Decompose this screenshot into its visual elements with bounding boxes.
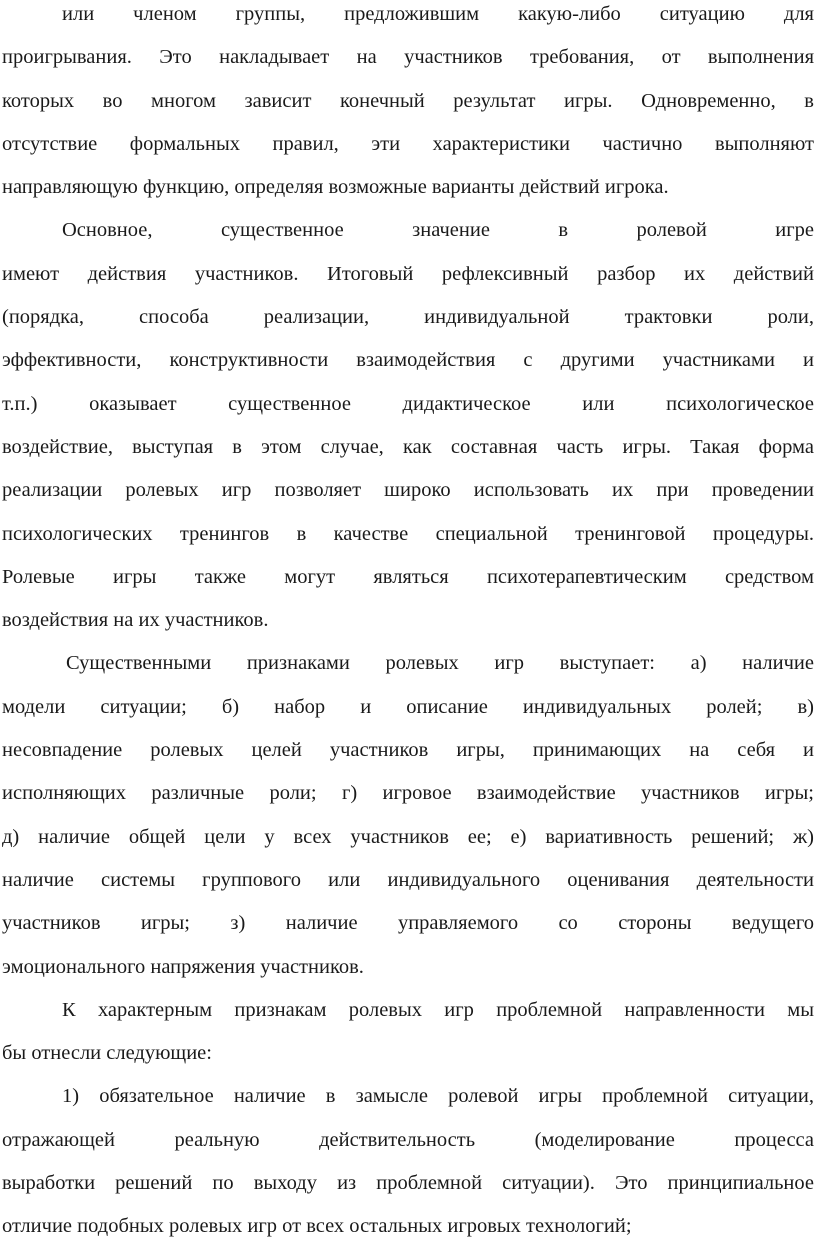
paragraph-line: имеют действия участников. Итоговый рефлексивный разбор их действий bbox=[2, 262, 814, 285]
paragraph-line: которых во многом зависит конечный результат игры. Одновременно, в bbox=[2, 89, 814, 112]
paragraph-line: воздействия на их участников. bbox=[2, 609, 269, 632]
paragraph-line: Ролевые игры также могут являться психотерапевтическим средством bbox=[2, 565, 814, 588]
paragraph-2 bbox=[2, 209, 814, 642]
paragraph-line: проигрывания. Это накладывает на участников требования, от выполнения bbox=[2, 46, 814, 69]
paragraph-line: модели ситуации; б) набор и описание индивидуальных ролей; в) bbox=[2, 695, 814, 718]
paragraph-line: отличие подобных ролевых игр от всех остальных игровых технологий; bbox=[2, 1215, 632, 1238]
paragraph-1 bbox=[2, 0, 814, 209]
paragraph-line: отражающей реальную действительность (моделирование процесса bbox=[2, 1128, 814, 1151]
paragraph-line: несовпадение ролевых целей участников игры, принимающих на себя и bbox=[2, 739, 814, 762]
paragraph-line: выработки решений по выходу из проблемной ситуации). Это принципиальное bbox=[2, 1172, 814, 1195]
paragraph-line: отсутствие формальных правил, эти характеристики частично выполняют bbox=[2, 132, 814, 155]
paragraph-line: направляющую функцию, определяя возможные варианты действий игрока. bbox=[2, 176, 669, 199]
paragraph-line: 1) обязательное наличие в замысле ролевой игры проблемной ситуации, bbox=[62, 1085, 814, 1108]
paragraph-line: реализации ролевых игр позволяет широко использовать их при проведении bbox=[2, 479, 814, 502]
paragraph-line: Основное, существенное значение в ролевой игре bbox=[62, 219, 814, 242]
paragraph-line: эффективности, конструктивности взаимодействия с другими участниками и bbox=[2, 349, 814, 372]
paragraph-line: К характерным признакам ролевых игр проблемной направленности мы bbox=[62, 998, 814, 1021]
paragraph-line: или членом группы, предложившим какую-либо ситуацию для bbox=[62, 3, 814, 25]
paragraph-3 bbox=[2, 642, 814, 988]
paragraph-line: участников игры; з) наличие управляемого со стороны ведущего bbox=[2, 912, 814, 935]
paragraph-line: Существенными признаками ролевых игр выступает: а) наличие bbox=[66, 652, 814, 675]
paragraph-line: т.п.) оказывает существенное дидактическое или психологическое bbox=[2, 392, 814, 415]
paragraph-4 bbox=[2, 989, 814, 1076]
paragraph-line: (порядка, способа реализации, индивидуальной трактовки роли, bbox=[2, 306, 814, 329]
paragraph-line: бы отнесли следующие: bbox=[2, 1042, 212, 1065]
paragraph-5 bbox=[2, 1075, 814, 1248]
paragraph-line: исполняющих различные роли; г) игровое взаимодействие участников игры; bbox=[2, 782, 814, 805]
paragraph-line: эмоционального напряжения участников. bbox=[2, 955, 364, 978]
paragraph-line: психологических тренингов в качестве специальной тренинговой процедуры. bbox=[2, 522, 814, 545]
paragraph-line: наличие системы группового или индивидуального оценивания деятельности bbox=[2, 868, 814, 891]
paragraph-line: д) наличие общей цели у всех участников ее; е) вариативность решений; ж) bbox=[2, 825, 814, 848]
paragraph-line: воздействие, выступая в этом случае, как составная часть игры. Такая форма bbox=[2, 435, 814, 458]
